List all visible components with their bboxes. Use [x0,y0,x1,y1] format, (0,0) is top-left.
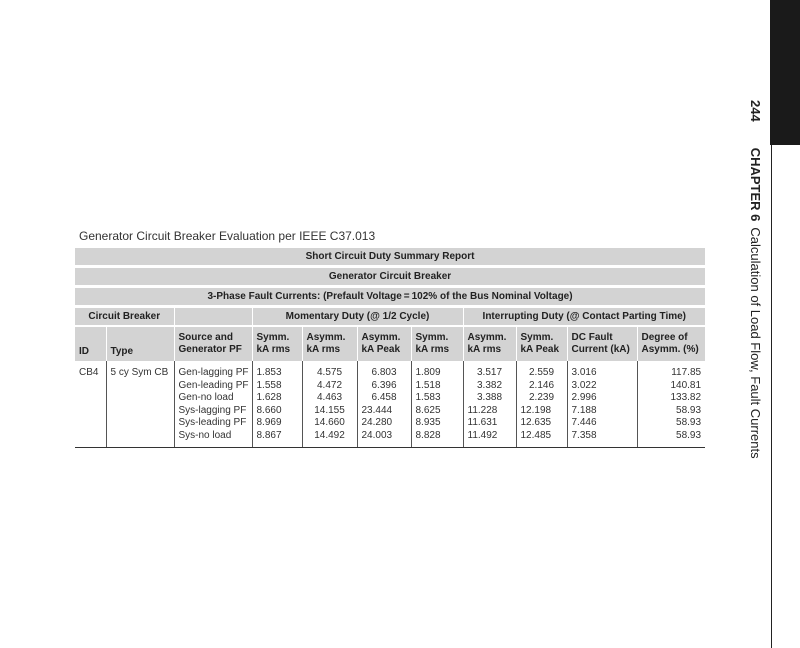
group-interrupting-duty: Interrupting Duty (@ Contact Parting Time) [463,307,705,327]
group-blank [174,307,252,327]
page-edge-rule [771,145,772,648]
table-row: Gen-no load 1.628 4.463 6.458 1.583 3.388 2.239 2.996 133.82 [75,392,705,405]
col-header-type: Type [106,326,174,361]
table-row: CB4 5 cy Sym CB Gen-lagging PF 1.853 4.575 6.803 1.809 3.517 2.559 3.016 117.85 [75,361,705,380]
group-momentary-duty: Momentary Duty (@ 1/2 Cycle) [252,307,463,327]
page-edge-tab [770,0,800,145]
col-header-int-asymm: Asymm. kA rms [463,326,516,361]
chapter-label: CHAPTER 6 [748,147,763,222]
table-row: Sys-lagging PF 8.660 14.155 23.444 8.625 11.228 12.198 7.188 58.93 [75,405,705,418]
col-header-mom-symm: Symm. kA rms [252,326,302,361]
col-header-source: Source and Generator PF [174,326,252,361]
chapter-title: Calculation of Load Flow, Fault Currents [748,227,763,459]
table-subtitle: Generator Circuit Breaker [75,267,705,287]
table-row: Gen-leading PF 1.558 4.472 6.396 1.518 3.382 2.146 3.022 140.81 [75,380,705,393]
page-number: 244 [748,100,763,122]
table-row: Sys-leading PF 8.969 14.660 24.280 8.935 11.631 12.635 7.446 58.93 [75,417,705,430]
col-header-degree-asymm: Degree of Asymm. (%) [637,326,705,361]
table-row: Sys-no load 8.867 14.492 24.003 8.828 11.492 12.485 7.358 58.93 [75,430,705,447]
col-header-int-symm: Symm. kA rms [411,326,463,361]
running-head [748,100,763,459]
col-header-int-peak: Symm. kA Peak [516,326,567,361]
table-title: Short Circuit Duty Summary Report [75,247,705,267]
col-header-mom-peak: Asymm. kA Peak [357,326,411,361]
fault-currents-header: 3-Phase Fault Currents: (Prefault Voltage = 102% of the Bus Nominal Voltage) [75,287,705,307]
table-caption: Generator Circuit Breaker Evaluation per IEEE C37.013 [79,229,376,243]
group-circuit-breaker: Circuit Breaker [75,307,174,327]
short-circuit-duty-table [75,245,705,448]
col-header-mom-asymm: Asymm. kA rms [302,326,357,361]
col-header-dc-fault: DC Fault Current (kA) [567,326,637,361]
column-header-row [75,326,705,361]
col-header-id: ID [75,326,106,361]
